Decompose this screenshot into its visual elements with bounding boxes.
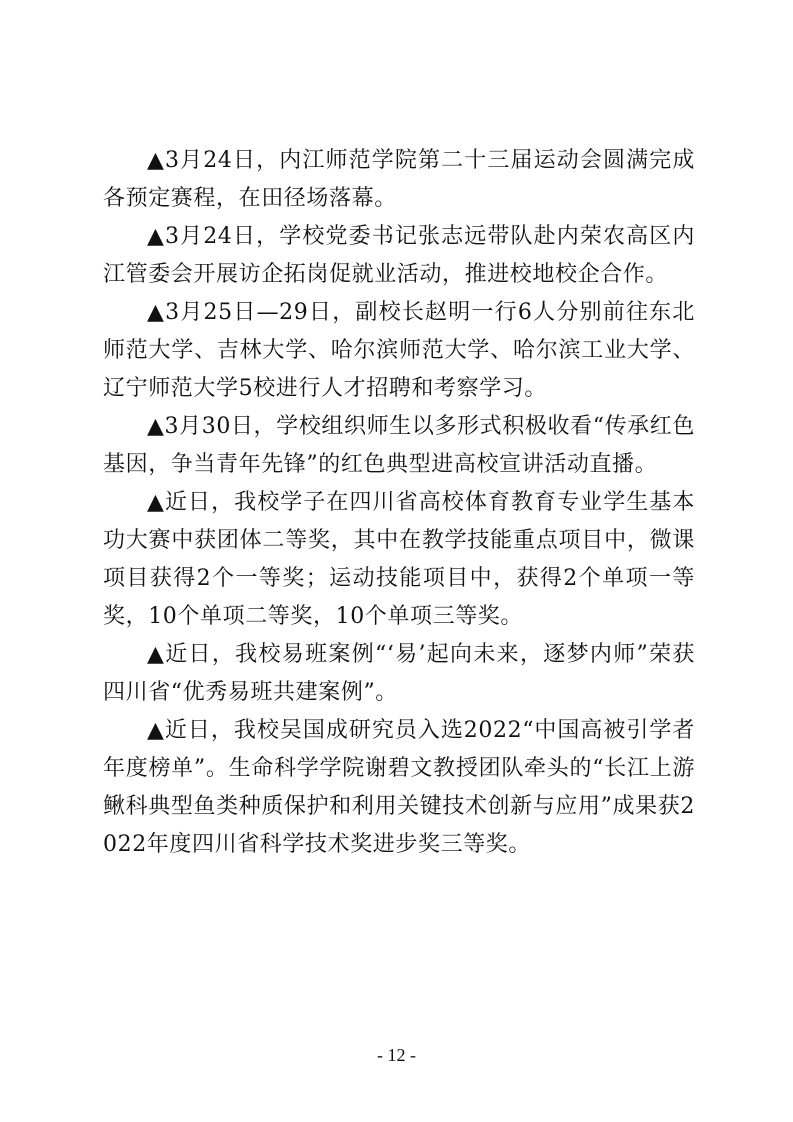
news-item-yiban-case: ▲近日，我校易班案例“‘易’起向未来，逐梦内师”荣获四川省“优秀易班共建案例”。 bbox=[103, 642, 695, 705]
news-item-sports-meet: ▲3月24日，内江师范学院第二十三届运动会圆满完成各预定赛程，在田径场落幕。 bbox=[103, 148, 695, 211]
news-item-recruitment-trip: ▲3月25日—29日，副校长赵明一行6人分别前往东北师范大学、吉林大学、哈尔滨师范大学、哈尔滨工业大学、辽宁师范大学5校进行人才招聘和考察学习。 bbox=[103, 300, 695, 401]
news-item-livestream: ▲3月30日，学校组织师生以多形式积极收看“传承红色基因，争当青年先锋”的红色典型进高校宣讲活动直播。 bbox=[103, 414, 695, 477]
news-item-pe-competition: ▲近日，我校学子在四川省高校体育教育专业学生基本功大赛中获团体二等奖，其中在教学技能重点项目中，微课项目获得2个一等奖；运动技能项目中，获得2个单项一等奖，10个单项二等奖，10个单项三等奖。 bbox=[103, 490, 695, 629]
document-body bbox=[103, 142, 695, 864]
news-item-research-awards: ▲近日，我校吴国成研究员入选2022“中国高被引学者年度榜单”。生命科学学院谢碧文教授团队牵头的“长江上游鳅科典型鱼类种质保护和利用关键技术创新与应用”成果获2022年度四川省科学技术奖进步奖三等奖。 bbox=[103, 718, 695, 857]
news-item-employment-visit: ▲3月24日，学校党委书记张志远带队赴内荣农高区内江管委会开展访企拓岗促就业活动，推进校地校企合作。 bbox=[103, 224, 695, 287]
page-number: - 12 - bbox=[377, 1045, 416, 1065]
